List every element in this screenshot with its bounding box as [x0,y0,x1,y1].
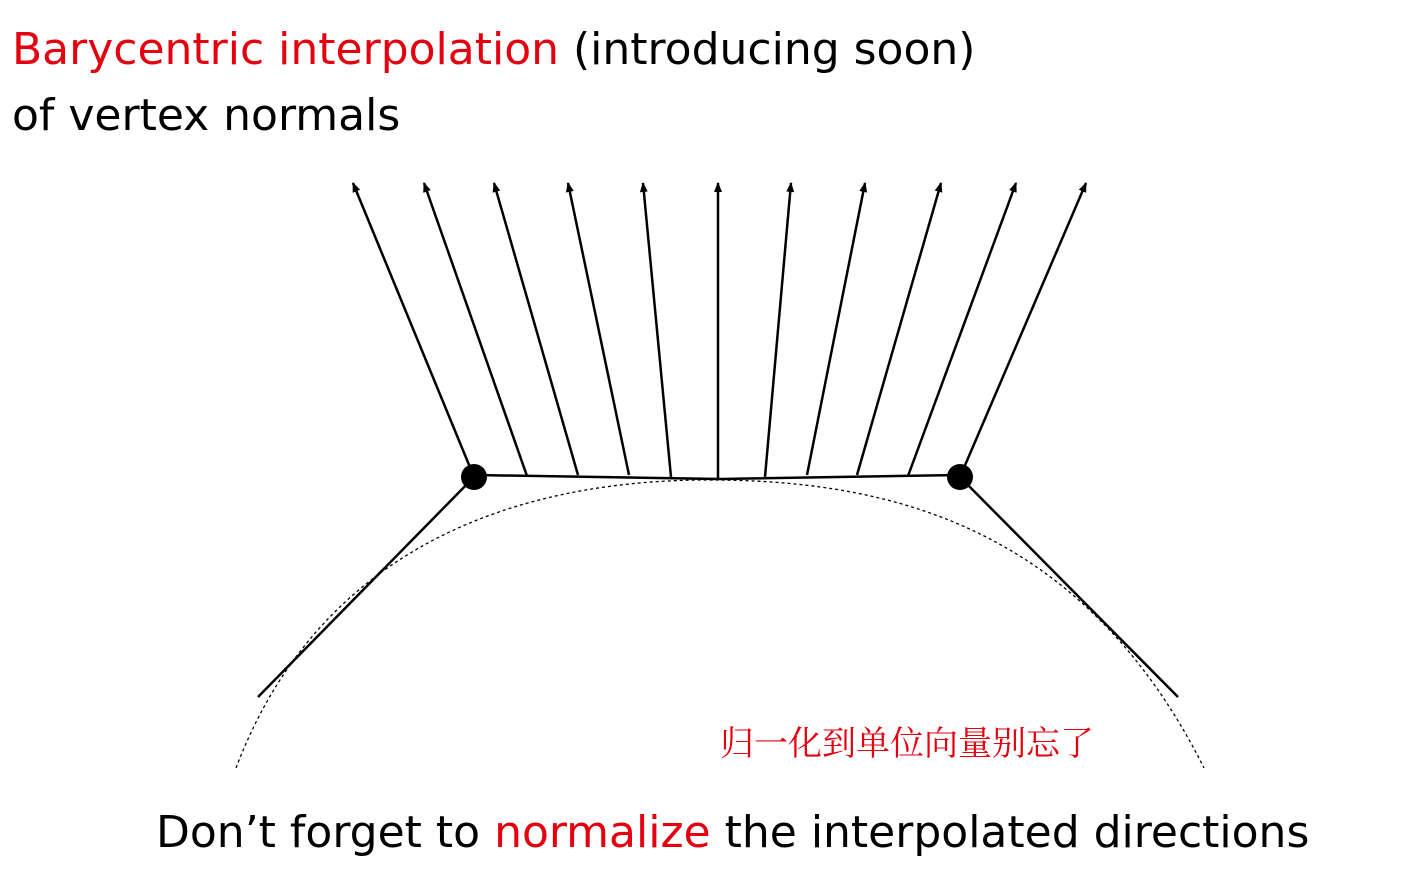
left-vertex [461,464,487,490]
interpolated-normals [353,183,1086,479]
left-mesh-edge [258,477,474,697]
normal-arrow-9 [857,183,941,475]
normal-arrow-3 [494,183,578,475]
title-line-2: of vertex normals [12,90,401,141]
normal-arrow-11 [960,183,1086,477]
normal-arrow-7 [765,183,791,477]
right-vertex [947,464,973,490]
bottom-caption [156,806,1309,860]
normal-arrow-2 [424,183,527,476]
right-mesh-edge [960,477,1178,697]
normal-arrow-4 [568,183,629,475]
title-rest: (introducing soon) [573,24,976,75]
normal-arrow-1 [353,183,474,477]
normal-arrow-10 [908,183,1016,476]
caption-before: Don’t forget to [156,807,481,858]
caption-after: the interpolated directions [724,807,1310,858]
normal-arrow-5 [643,183,671,477]
normal-arrow-8 [807,183,865,475]
title-highlight: Barycentric interpolation [12,24,560,75]
chinese-annotation: 归一化到单位向量别忘了 [720,724,1094,764]
caption-highlight: normalize [494,807,711,858]
